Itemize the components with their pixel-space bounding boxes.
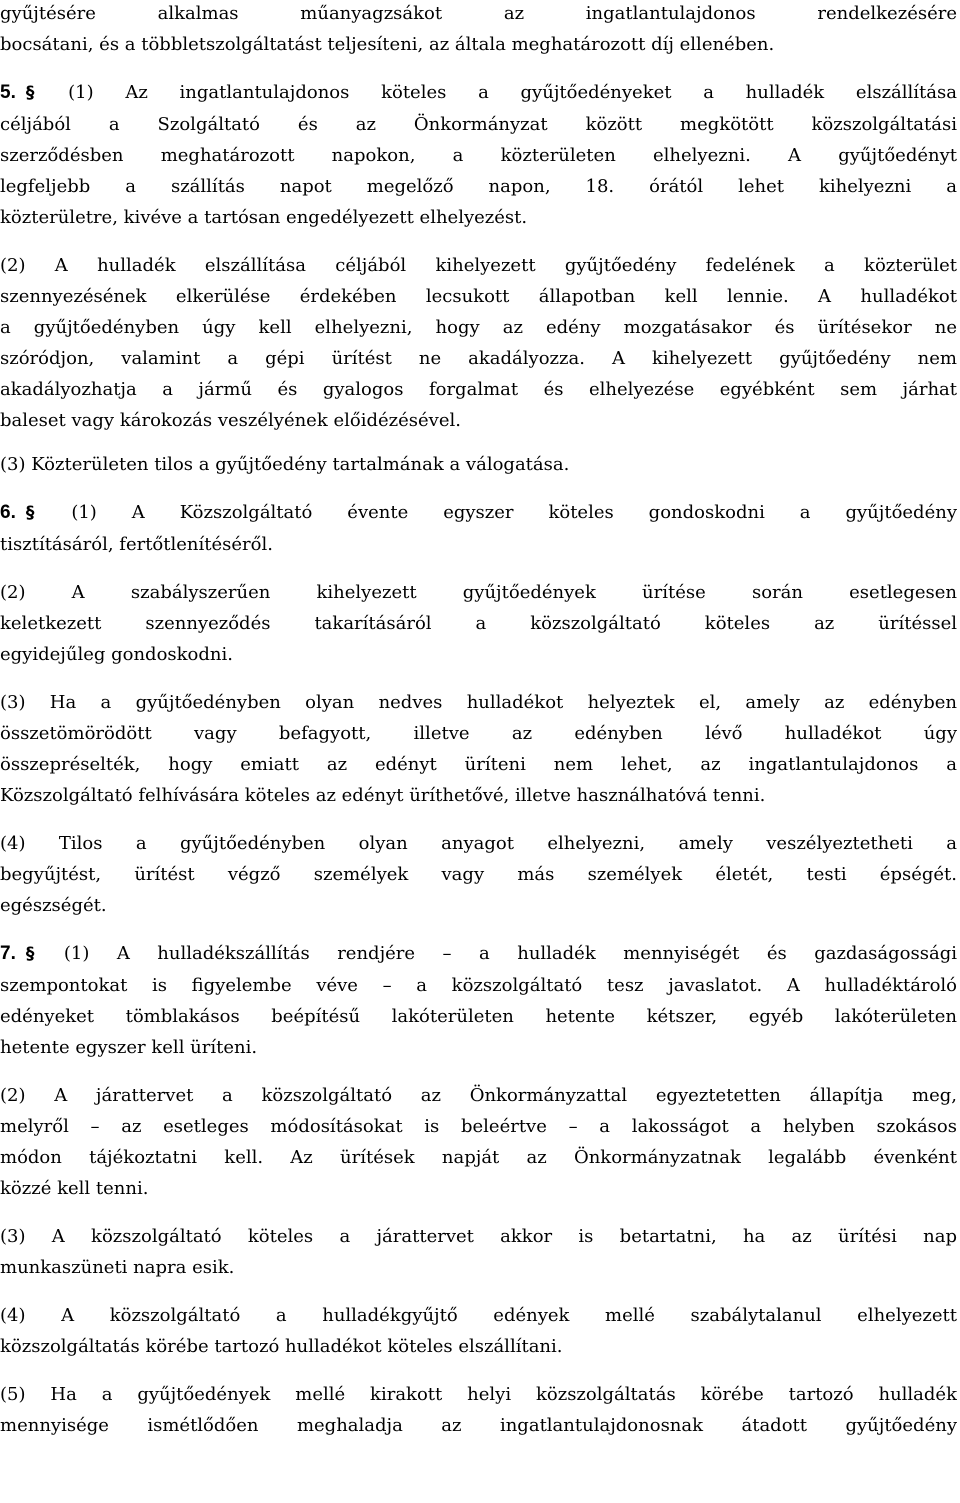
text-line: összepréselték, hogy emiatt az edényt üríteni nem lehet, az ingatlantulajdonos a	[0, 754, 957, 775]
text-line: mennyisége ismétlődően meghaladja az ingatlantulajdonosnak átadott gyűjtőedény	[0, 1415, 957, 1436]
section-sign: §	[25, 83, 35, 103]
text-line: szempontokat is figyelembe véve – a közszolgáltató tesz javaslatot. A hulladéktároló	[0, 975, 957, 996]
text-line: begyűjtést, ürítést végző személyek vagy más személyek életét, testi épségét.	[0, 864, 957, 885]
text-line: szerződésben meghatározott napokon, a közterületen elhelyezni. A gyűjtőedényt	[0, 145, 957, 166]
section-6-paragraph-1	[0, 497, 957, 560]
text-line: céljából a Szolgáltató és az Önkormányzat között megkötött közszolgáltatási	[0, 114, 957, 135]
section-5-paragraph-2	[0, 250, 957, 436]
text-line: 6. § (1) A Közszolgáltató évente egyszer köteles gondoskodni a gyűjtőedény	[0, 497, 957, 529]
section-7-paragraph-4	[0, 1300, 957, 1362]
text-line: keletkezett szennyeződés takarításáról a közszolgáltató köteles az ürítéssel	[0, 613, 957, 634]
text-line: egyidejűleg gondoskodni.	[0, 644, 233, 665]
text-line: Közszolgáltató felhívására köteles az edényt üríthetővé, illetve használhatóvá tenni.	[0, 785, 766, 806]
section-sign: §	[25, 944, 35, 964]
text-line: szóródjon, valamint a gépi ürítést ne akadályozza. A kihelyezett gyűjtőedény nem	[0, 348, 957, 369]
text-line: (2) A járattervet a közszolgáltató az Önkormányzattal egyeztetetten állapítja meg,	[0, 1085, 957, 1106]
text-line: közzé kell tenni.	[0, 1178, 149, 1199]
text-line: szennyezésének elkerülése érdekében lecsukott állapotban kell lennie. A hulladékot	[0, 286, 957, 307]
text-line: (3) Közterületen tilos a gyűjtőedény tartalmának a válogatása.	[0, 454, 570, 475]
section-6-paragraph-4	[0, 828, 957, 921]
text-line: 7. § (1) A hulladékszállítás rendjére – a hulladék mennyiségét és gazdaságossági	[0, 938, 957, 970]
text-line: (3) A közszolgáltató köteles a járattervet akkor is betartatni, ha az ürítési nap	[0, 1226, 957, 1247]
text-line: 5. § (1) Az ingatlantulajdonos köteles a gyűjtőedényeket a hulladék elszállítása	[0, 77, 957, 109]
section-6-paragraph-3	[0, 687, 957, 811]
section-number: 7.	[0, 943, 16, 964]
text-line: a gyűjtőedényben úgy kell elhelyezni, hogy az edény mozgatásakor és ürítésekor ne	[0, 317, 957, 338]
text-line: edényeket tömblakásos beépítésű lakóterületen hetente kétszer, egyéb lakóterületen	[0, 1006, 957, 1027]
section-6-paragraph-2	[0, 577, 957, 670]
text-line: legfeljebb a szállítás napot megelőző napon, 18. órától lehet kihelyezni a	[0, 176, 957, 197]
text-line: akadályozhatja a jármű és gyalogos forgalmat és elhelyezése egyébként sem járhat	[0, 379, 957, 400]
text-line: (2) A hulladék elszállítása céljából kihelyezett gyűjtőedény fedelének a közterület	[0, 255, 957, 276]
text-line: (5) Ha a gyűjtőedények mellé kirakott helyi közszolgáltatás körébe tartozó hulladék	[0, 1384, 957, 1405]
text-line: baleset vagy károkozás veszélyének előidézésével.	[0, 410, 461, 431]
continuation-paragraph	[0, 0, 957, 60]
section-5-paragraph-3	[0, 449, 957, 480]
section-7-paragraph-5	[0, 1379, 957, 1441]
text-line: bocsátani, és a többletszolgáltatást teljesíteni, az általa meghatározott díj ellenében.	[0, 34, 775, 55]
text-line: (4) Tilos a gyűjtőedényben olyan anyagot elhelyezni, amely veszélyeztetheti a	[0, 833, 957, 854]
text-line: egészségét.	[0, 895, 107, 916]
text-line: (2) A szabályszerűen kihelyezett gyűjtőedények ürítése során esetlegesen	[0, 582, 957, 603]
section-number: 5.	[0, 82, 16, 103]
text-line: közszolgáltatás körébe tartozó hulladékot köteles elszállítani.	[0, 1336, 563, 1357]
section-sign: §	[25, 503, 35, 523]
text-line: (3) Ha a gyűjtőedényben olyan nedves hulladékot helyeztek el, amely az edényben	[0, 692, 957, 713]
section-7-paragraph-3	[0, 1221, 957, 1283]
section-5-paragraph-1	[0, 77, 957, 233]
text-line: melyről – az esetleges módosításokat is beleértve – a lakosságot a helyben szokásos	[0, 1116, 957, 1137]
text-line: módon tájékoztatni kell. Az ürítések napját az Önkormányzatnak legalább évenként	[0, 1147, 957, 1168]
text-line: összetömörödött vagy befagyott, illetve az edényben lévő hulladékot úgy	[0, 723, 957, 744]
text-line: közterületre, kivéve a tartósan engedélyezett elhelyezést.	[0, 207, 528, 228]
text-line: gyűjtésére alkalmas műanyagzsákot az ingatlantulajdonos rendelkezésére	[0, 3, 957, 24]
text-line: hetente egyszer kell üríteni.	[0, 1037, 258, 1058]
text-line: (4) A közszolgáltató a hulladékgyűjtő edények mellé szabálytalanul elhelyezett	[0, 1305, 957, 1326]
section-7-paragraph-1	[0, 938, 957, 1063]
text-line: munkaszüneti napra esik.	[0, 1257, 235, 1278]
section-7-paragraph-2	[0, 1080, 957, 1204]
text-line: tisztításáról, fertőtlenítéséről.	[0, 534, 273, 555]
section-number: 6.	[0, 502, 16, 523]
